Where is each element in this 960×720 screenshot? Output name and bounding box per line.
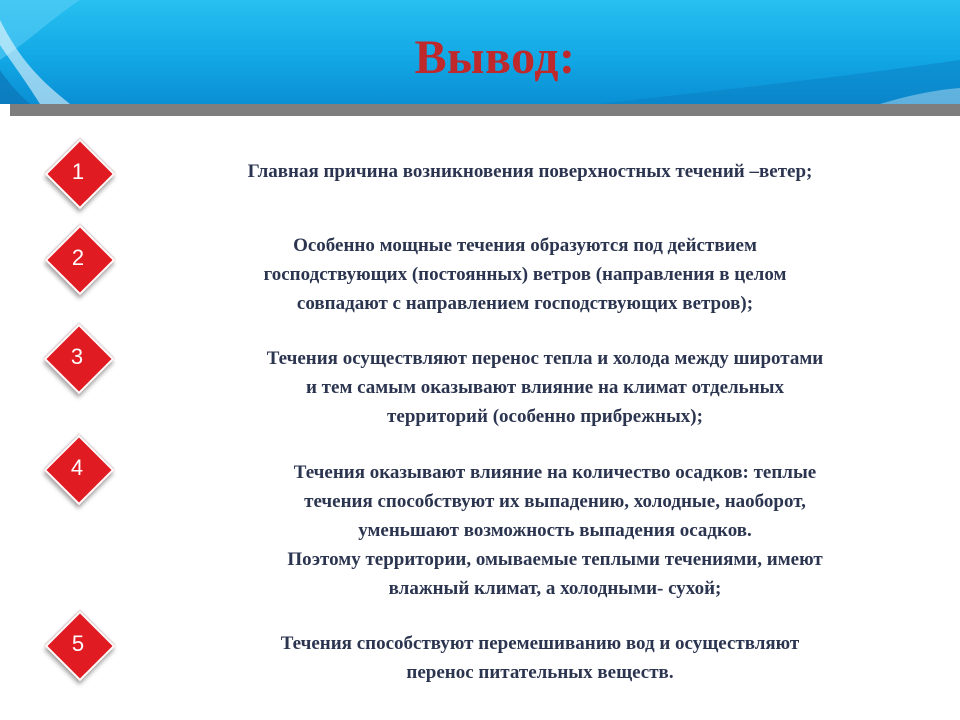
item-line: перенос питательных веществ. bbox=[406, 662, 674, 683]
slide-title: Вывод: bbox=[414, 31, 576, 84]
item-line: Главная причина возникновения поверхностных течений –ветер; bbox=[247, 161, 813, 182]
item-line: Поэтому территории, омываемые теплыми течениями, имеют bbox=[287, 549, 823, 570]
item-text-5 bbox=[130, 629, 950, 687]
item-line: Особенно мощные течения образуются под действием bbox=[293, 235, 757, 256]
item-line: Течения оказывают влияние на количество осадков: теплые bbox=[293, 462, 817, 483]
badge-number: 1 bbox=[71, 159, 85, 184]
item-text-4 bbox=[160, 458, 950, 603]
item-line: уменьшают возможность выпадения осадков. bbox=[358, 520, 752, 541]
item-line: территорий (особенно прибрежных); bbox=[387, 406, 703, 427]
item-text-1 bbox=[130, 157, 930, 186]
item-line: господствующих (постоянных) ветров (направления в целом bbox=[263, 264, 787, 285]
item-text-2 bbox=[130, 231, 920, 318]
item-line: и тем самым оказывают влияние на климат отдельных bbox=[305, 377, 785, 398]
number-badge-4 bbox=[41, 432, 113, 504]
badge-number: 5 bbox=[71, 631, 85, 656]
number-badge-2 bbox=[42, 222, 114, 294]
badge-number: 3 bbox=[70, 344, 84, 369]
number-badge-5 bbox=[42, 608, 114, 680]
item-text-3 bbox=[140, 344, 950, 431]
title-divider-bar bbox=[10, 104, 960, 116]
item-line: течения способствуют их выпадению, холодные, наоборот, bbox=[304, 491, 806, 512]
badge-number: 4 bbox=[70, 455, 84, 480]
number-badge-1 bbox=[42, 136, 114, 208]
item-line: Течения осуществляют перенос тепла и холода между широтами bbox=[266, 348, 824, 369]
badge-number: 2 bbox=[71, 245, 85, 270]
number-badge-3 bbox=[41, 321, 113, 393]
item-line: Течения способствуют перемешиванию вод и осуществляют bbox=[280, 633, 800, 654]
item-line: влажный климат, а холодными- сухой; bbox=[388, 578, 722, 599]
item-line: совпадают с направлением господствующих ветров); bbox=[296, 293, 754, 314]
